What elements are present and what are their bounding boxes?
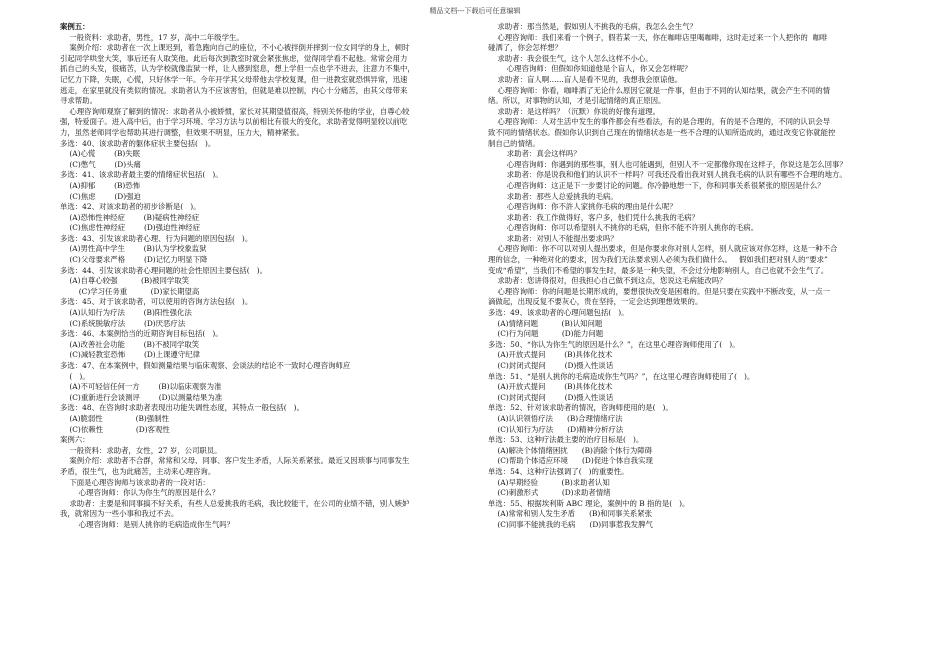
text-line: 单选：42、对该求助者的初步诊断是( )。	[60, 202, 201, 212]
text-line: 单选：55、根据埃利斯 ABC 理论，案例中的 B 指的是( )。	[488, 498, 690, 508]
text-line: 滴做起，出现反复不要灰心，贵在坚持，一定会达到理想效果的。	[488, 297, 703, 307]
text-line: 心理咨询师：你遇到的那些事，别人也可能遇到，但别人不一定都像你现在这样子，你说这是怎么回事？	[488, 159, 847, 169]
text-line: (A)不可轻信任何一方 (B)以临床观察为准	[60, 382, 222, 392]
text-line: 力，虽然老师同学也帮助其进行调整，但效果不明显，压力大，精神紧张。	[60, 127, 304, 137]
text-line: 求助者：真会这样吗？	[488, 149, 581, 159]
text-line: (C)认知行为疗法 (D)精神分析疗法	[488, 424, 624, 434]
text-line: (A)认知行为疗法 (B)阳性强化法	[60, 308, 192, 318]
text-line: (C)刺激形式 (D)求助者情绪	[488, 488, 611, 498]
text-line: 多选：50、“你认为你生气的原因是什么？”，在这里心理咨询师使用了( )。	[488, 339, 740, 349]
text-line: (C)依赖性 (D)客观性	[60, 424, 170, 434]
text-line: 心理咨询师观察了解到的情况：求助者从小被娇惯，家长对其期望值很高，特别关怀他的学业，自尊心较	[60, 106, 410, 116]
text-line: (C)封闭式提问 (D)摄入性谈话	[488, 361, 614, 370]
text-line: 变成“希望”，当我们不希望的事发生时，最多是一种失望，不会过分地影响别人，自己也就不会生气了。	[488, 265, 829, 275]
page-header: 精品文档---下载后可任意编辑	[429, 7, 521, 15]
text-line: 多选：44、引发该求助者心理问题的社会性原因主要包括( )。	[60, 265, 267, 275]
text-line: (A)开放式提问 (B)具体化技术	[488, 350, 613, 360]
text-line: 求助者：对别人不能提出要求吗？	[488, 233, 618, 243]
text-line: (A)改善社会功能 (B)不被同学取笑	[60, 339, 200, 349]
text-line: 心理咨询师：但假如你知道他是个盲人，你又会怎样呢？	[488, 64, 692, 74]
text-line: (A)男性高中学生 (B)认为学校象监狱	[60, 244, 207, 254]
text-line: (C)焦虑 (D)强迫	[60, 191, 141, 201]
right-column	[488, 22, 900, 531]
text-line: 求助者：那些人总爱挑我的毛病。	[488, 191, 618, 201]
left-column	[60, 22, 460, 531]
text-line: 多选：48、在咨询时求助者表现出功能失调性态度，其特点一般包括( )。	[60, 403, 304, 413]
text-line: 单选：51、“是别人挑你的毛病造成你生气吗？”，在这里心理咨询师使用了( )。	[488, 371, 755, 381]
text-line: (C)行为问题 (D)能力问题	[488, 329, 604, 339]
text-line: 我，就常因为一些小事和我过不去。	[60, 509, 179, 519]
text-line: 心理咨询师：是别人挑你的毛病造成你生气吗？	[60, 519, 234, 529]
text-line: (A)情绪问题 (B)认知问题	[488, 318, 603, 328]
text-line: 心理咨询师：你可以希望别人不挑你的毛病，但你不能不许别人挑你的毛病。	[488, 223, 759, 233]
text-line: (A)恐怖性神经症 (B)疑病性神经症	[60, 212, 200, 222]
text-line: (C)减轻教室恐怖 (D)上课遵守纪律	[60, 350, 200, 360]
text-line: (A)脆弱性 (B)强制性	[60, 413, 169, 423]
text-line: 心理咨询师：你不可以对别人提出要求，但是你要求你对别人怎样，别人就应该对你怎样，这是一种不合	[488, 244, 838, 254]
text-line: 求助者：我工作做得好，客户多，他们凭什么挑我的毛病？	[488, 212, 699, 222]
text-line: 多选：40、该求助者的躯体症状主要包括( )。	[60, 138, 216, 148]
text-line: 求助者：你是说我和他们的认识不一样吗？可我还没看出我对别人挑我毛病的认识有哪些不合理的地方。	[488, 170, 847, 180]
text-line: (C)封闭式提问 (D)摄入性谈话	[488, 392, 614, 402]
text-line: 下面是心理咨询师与该求助者的一段对话：	[60, 477, 210, 487]
text-line: (A)常常和别人发生矛盾 (B)和同事关系紧张	[488, 509, 653, 519]
text-line: 致不同的情绪状态。假如你认识到自己现在的情绪状态是一些不合理的认知所造成的，通过改变它你就能控	[488, 127, 836, 137]
text-line: 多选：47、在本案例中，假如测量结果与临床观察、会谈法的结论不一致时心理咨询师应	[60, 361, 351, 370]
text-line: 引起同学哄堂大笑，事后还有人取笑他。此后每次到教室时就会紧张焦虑，觉得同学看不起他。常常会用力	[60, 53, 408, 63]
text-line: 求助者：那当然是，假如别人不挑我的毛病，我怎么会生气？	[488, 22, 697, 31]
text-line: 多选：49、该求助者的心理问题包括( )。	[488, 308, 629, 318]
text-line: 心理咨询师：你的问题是长期形成的，要想很快改变是困难的。但是只要在实践中不断改变，从一点一	[488, 286, 830, 296]
text-line: 多选：43、引发该求助者心理、行为问题的原因包括( )。	[60, 233, 253, 243]
text-line: 记忆力下降，失眠，心慌，只好休学一年。今年开学其父母带他去学校复课，但一进教室就恐惧异常，迅速	[60, 74, 408, 84]
text-line: 多选：41、该求助者最主要的情绪症状包括( )。	[60, 170, 223, 180]
text-line: 求助者：我会很生气，这个人怎么这样不小心。	[488, 53, 653, 63]
text-line: (C)学习任务重 (D)家长期望高	[60, 286, 200, 296]
text-line: 案例介绍：求助者不合群，常常和父母、同事、客户发生矛盾，人际关系紧张。最近又因琐事与同事发生	[60, 456, 410, 466]
text-line: 案例介绍：求助者在一次上课迟到，着急跑向自己的座位，不小心被拌倒并摔到一位女同学的身上，顿时	[60, 43, 410, 53]
text-line: 心理咨询师：这正是下一步要讨论的问题。你冷静地想一下，你和同事关系很紧张的原因是什么？	[488, 180, 825, 190]
text-line: (A)解决个体情绪困扰 (B)消除个体行为障碍	[488, 445, 653, 455]
text-line: 求助者：盲人啊……盲人是看不见的，我想我会原谅他。	[488, 74, 683, 84]
text-line: (C)系统脱敏疗法 (D)厌恶疗法	[60, 318, 186, 328]
text-line: 心理咨询师：你看，咖啡洒了无论什么原因它就是一件事，但由于不同的认知结果，就会产生不同的情	[488, 85, 830, 95]
text-line: 求助者：主要是和同事搞不好关系，有些人总爱挑我的毛病，我比较能干，在公司的业绩不错，别人嫉妒	[60, 498, 410, 508]
text-line: (A)开放式提问 (B)具体化技术	[488, 382, 613, 392]
text-line: 抓自己的头发，很痛苦，认为学校就像监狱一样，让人感到窒息，想上学但一点也学不进去，注意力不集中，	[60, 64, 415, 74]
text-line: 多选：46、本案例恰当的近期咨询目标包括( )。	[60, 329, 223, 339]
text-line: (A)认识领悟疗法 (B)合理情绪疗法	[488, 413, 623, 423]
text-line: (C)重新进行会谈测评 (D)以测量结果为准	[60, 392, 223, 402]
text-line: 理的信念，一种绝对化的要求，因为我们无法要求别人必须为我们做什么。 假如我们把对别人的“要求”	[488, 255, 828, 265]
text-line: 案例六：	[60, 435, 90, 445]
text-line: 单选：53、这种疗法最主要的治疗目标是( )。	[488, 435, 644, 445]
text-line: 一般资料：求助者，女性，27 岁，公司职员。	[60, 445, 222, 455]
text-line: ( )。	[60, 371, 90, 381]
text-line: 心理咨询师：我们来看一个例子，假若某一天，你在咖啡店里喝咖啡，这时走过来一个人把你的 咖啡	[488, 32, 828, 42]
text-line: 绪。所以，对事物的认知，才是引起情绪的真正原因。	[488, 96, 666, 106]
text-line: (A)早期经验 (B)求助者认知	[488, 477, 610, 487]
text-line: 矛盾，很生气，也为此痛苦，主动来心理咨询。	[60, 466, 216, 476]
text-line: 求助者：您讲得很对，但我担心自己做不到这点，您说这毛病能改吗？	[488, 276, 727, 286]
text-line: 逃走，在家里就没有类似的情况。求助者认为不应该害怕，但就是难以控制，内心十分痛苦，由其父母带来	[60, 85, 408, 95]
text-line: 制自己的情绪。	[488, 138, 540, 148]
text-line: (A)自尊心较强 (B)被同学取笑	[60, 276, 190, 286]
text-line: 寻求帮助。	[60, 96, 97, 106]
text-line: (C)父母要求严格 (D)记忆力明显下降	[60, 255, 208, 265]
text-line: (C)帮助个体适应环境 (D)促进个体自我实现	[488, 456, 653, 466]
text-line: 多选：45、对于该求助者，可以使用的咨询方法包括( )。	[60, 297, 253, 307]
text-line: 单选：52、针对该求助者的情况，咨询师使用的是( )。	[488, 403, 673, 413]
text-line: (A)抑郁 (B)恐怖	[60, 180, 141, 190]
text-line: 求助者：是这样吗？（沉默）你说的好像有道理。	[488, 106, 660, 116]
text-line: 心理咨询师：你认为你生气的原因是什么？	[60, 488, 220, 498]
text-line: (A)心慌 (B)失眠	[60, 149, 141, 159]
text-line: (C)同事不能挑我的毛病 (D)同事惹我发脾气	[488, 519, 653, 529]
text-line: 心理咨询师：人对生活中发生的事件都会有些看法，有的是合理的，有的是不合理的，不同的认识会导	[488, 117, 830, 127]
text-line: 强，特爱面子。进入高中后，由于学习环境、学习方法与以前相比有很大的变化，求助者觉得明显较以前吃	[60, 117, 408, 127]
text-line: 一般资料：求助者，男性，17 岁，高中二年级学生。	[60, 32, 244, 42]
text-line: 心理咨询师：你不許人家挑你毛病的理由是什么呢？	[488, 202, 677, 212]
text-line: (C)憋气 (D)头痛	[60, 159, 141, 169]
text-line: 案例五：	[60, 22, 90, 31]
text-line: 碰洒了，你会怎样想？	[488, 43, 562, 53]
text-line: 单选：54、这种疗法强调了( )的重要性。	[488, 466, 629, 476]
text-line: (C)焦虑性神经症 (D)强迫性神经症	[60, 223, 200, 233]
